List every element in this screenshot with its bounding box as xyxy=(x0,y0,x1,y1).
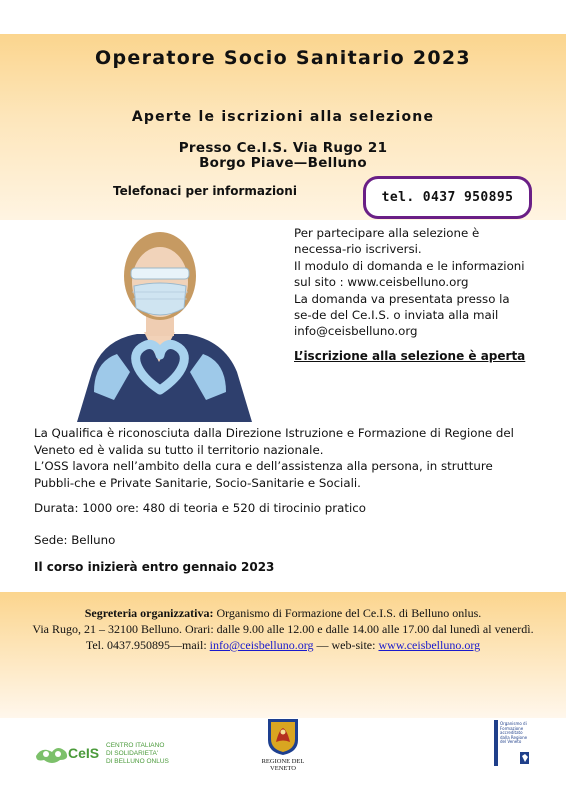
ceis-logo xyxy=(34,736,194,768)
regione-veneto-logo xyxy=(250,718,316,770)
start-text: Il corso inizierà entro gennaio 2023 xyxy=(34,560,275,574)
accreditation-logo xyxy=(494,720,530,766)
course-description xyxy=(34,425,534,491)
intro-line-3: La domanda va presentata presso la se-de del Ce.I.S. o inviata alla mail info@ceisbelluno.org xyxy=(294,291,510,339)
tel-mail-prefix: Tel. 0437.950895—mail: xyxy=(85,638,210,652)
durata-text: Durata: 1000 ore: 480 di teoria e 520 di tirocinio pratico xyxy=(34,501,366,515)
address-hours: Via Rugo, 21 – 32100 Belluno. Orari: dalle 9.00 alle 12.00 e dalle 14.00 alle 17.00 dal lunedì al venerdì. xyxy=(32,622,534,636)
subtitle: Aperte le iscrizioni alla selezione xyxy=(131,109,435,125)
veneto-label: REGIONE DEL VENETO xyxy=(261,758,305,772)
ceis-line-2: DI SOLIDARIETA' xyxy=(106,750,159,757)
phone-box xyxy=(363,176,532,219)
ceis-mark: CeIS xyxy=(68,745,100,761)
oss-text: L’OSS lavora nell’ambito della cura e dell’assistenza alla persona, in strutture Pubbli-che e Private Sanitarie, Socio-Sanitarie e Sociali. xyxy=(34,459,493,490)
call-label: Telefonaci per informazioni xyxy=(113,184,297,198)
segreteria-label: Segreteria organizzativa: xyxy=(84,606,214,620)
intro-line-2: Il modulo di domanda e le informazioni sul sito : www.ceisbelluno.org xyxy=(294,258,525,290)
ceis-line-1: CENTRO ITALIANO xyxy=(106,742,165,749)
email-link[interactable]: info@ceisbelluno.org xyxy=(209,638,314,652)
contact-info xyxy=(0,605,566,653)
ceis-line-3: DI BELLUNO ONLUS xyxy=(106,758,169,765)
phone-number: tel. 0437 950895 xyxy=(381,190,514,205)
address-line-1: Presso Ce.I.S. Via Rugo 21 xyxy=(178,140,388,156)
qualifica-text: La Qualifica è riconosciuta dalla Direzione Istruzione e Formazione di Regione del Veneto ed è valida su tutto il territorio nazionale. xyxy=(34,426,514,457)
page-title: Operatore Socio Sanitario 2023 xyxy=(95,47,471,69)
veneto-shield-icon xyxy=(267,718,299,756)
segreteria-text: Organismo di Formazione del Ce.I.S. di Belluno onlus. xyxy=(213,606,482,620)
accreditation-text: Organismo di Formazione accreditato dalla Regione del Veneto xyxy=(500,721,528,745)
address-line-2: Borgo Piave—Belluno xyxy=(199,155,367,171)
sede-text: Sede: Belluno xyxy=(34,533,116,547)
open-notice: L’iscrizione alla selezione è aperta xyxy=(294,349,526,363)
nurse-photo xyxy=(32,222,287,422)
web-prefix: — web-site: xyxy=(313,638,379,652)
website-link[interactable]: www.ceisbelluno.org xyxy=(378,638,481,652)
intro-line-1: Per partecipare alla selezione è necessa-rio iscriversi. xyxy=(294,226,480,257)
intro-text xyxy=(294,225,530,340)
